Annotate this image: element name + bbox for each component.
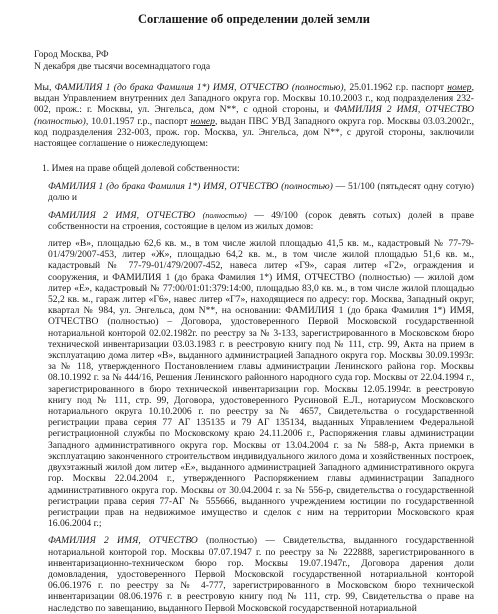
intro-text: , выдан Управлением внутренних дел Западного округа гор. Москвы 10.10.2003 г., код подразделения 232-002, прож.: г. Москвы, ул. Энгельса, дом N**, с одной стороны, и (34, 82, 474, 116)
share-2-owner: ФАМИЛИЯ 2 ИМЯ, ОТЧЕСТВО (48, 209, 196, 221)
intro-text: , 10.01.1957 г.р., паспорт (85, 115, 191, 127)
share-2-basis-owner: ФАМИЛИЯ 2 ИМЯ, ОТЧЕСТВО (48, 535, 198, 547)
passport-number-2: номер (190, 115, 215, 127)
intro-text: , выдан ПВС УВД Западного округа гор. Москвы 03.03.2002г., код подразделения 232-003, прож. гор. Москва, ул. Энгельса, дом N**, с другой стороны, заключили настоящее соглашение о нижеследующем: (34, 115, 474, 150)
share-1 (48, 181, 474, 203)
share-1-owner: ФАМИЛИЯ 1 (до брака Фамилия 1*) ИМЯ, ОТЧЕСТВО (полностью) (48, 181, 333, 193)
party1-name: ФАМИЛИЯ 1 (до брака Фамилия 1*) ИМЯ, ОТЧЕСТВО (полностью) (54, 82, 344, 93)
section-1-heading: 1. Имея на праве общей долевой собственности: (42, 163, 240, 175)
share-2-basis-text: (полностью) — Свидетельства, выданного государственной нотариальной конторой гор. Москвы 07.07.1947 г. по реестру за № 222888, зарегистрированного в инвентаризационно-техническом бюро гор. Москвы 19.07.1947г., Договора дарения доли домовладения, удостоверенного Первой Московской государственной нотариальной конторой 06.06.1976 г. по реестру за № 4-777, зарегистрированного в Московском бюро технической инвентаризации 08.06.1976 г. в реестровую книгу под № 111, стр. 99, Свидетельства о праве на наследство по завещанию, выданного Первой Московской государственной нотариальной (48, 535, 475, 614)
share-2-text: — 49/100 (сорок девять сотых) долей в праве собственности на строения, состоящие в целом из жилых домов: (48, 209, 474, 232)
passport-number-1: номер (447, 82, 472, 93)
share-2-basis (48, 535, 474, 613)
document-title: Соглашение об определении долей земли (138, 12, 370, 26)
share-2 (48, 210, 474, 232)
date-line: N декабря две тысячи восемнадцатого года (34, 61, 211, 72)
party2-name: ФАМИЛИЯ 2 ИМЯ, ОТЧЕСТВО (полностью) (34, 104, 475, 127)
intro-paragraph (34, 82, 474, 149)
share-1-text: — 51/100 (пятьдесят одну сотую) долю и (48, 181, 474, 204)
property-description: литер «В», площадью 62,6 кв. м., в том числе жилой площадью 41,5 кв. м., кадастровый № 77-79-01/479/2007-453, литер «Ж», площадью 64,2 кв. м., в том числе жилой площадью 51,6 кв. м., кадастровый № 77-79-01/479/2007-452, навеса литер «Г9», сарая литер «Г2», ограждения и сооружения, и ФАМИЛИЯ 1 (до брака Фамилия 1*) ИМЯ, ОТЧЕСТВО (полностью) — жилой дом литер «Е», кадастровый № 77:00/01:01:379:14:00, площадью 83,0 кв. м., в том числе жилой площадью 52,2 кв. м., гараж литер «Г6», навес литер «Г7», находящиеся по адресу: гор. Москва, Западный округ, квартал № 984, ул. Энгельса, дом N**, на основании: ФАМИЛИЯ 1 (до брака Фамилия 1*) ИМЯ, ОТЧЕСТВО (полностью) – Договора, удостоверенного Первой Московской государственной нотариальной конторой 02.02.1982г. по реестру за № 3-133, зарегистрированного в Московском бюро технической инвентаризации 03.03.1983 г. в реестровую книгу под № 111, стр. 99, Акта на прием в эксплуатацию дома литер «В», выданного администрацией Западного округа гор. Москвы 30.09.1993г. за № 118, утвержденного Постановлением главы администрации Ленинского района гор. Москвы 08.10.1992 г. за № 444/16, Решения Ленинского районного народного суда гор. Москвы от 22.04.1994 г., зарегистрированного в бюро технической инвентаризации гор. Москвы 12.05.1994г. в реестровую книгу под № 111, стр. 99, Договора, удостоверенного Русиновой Е.Л., нотариусом Московского нотариального округа 10.10.2006 г. по реестру за № 4657, Свидетельства о государственной регистрации права серия 77 АГ 135135 и 79 АГ 135134, выданных Управлением Федеральной регистрационной службы по Московскому краю 24.11.2006 г., Распоряжения главы администрации Западного административного округа гор. Москвы от 13.04.2004 г. за № 588-р, Акта приемки в эксплуатацию законченного строительством индивидуального жилого дома и хозяйственных построек, двухэтажный жилой дом литер «Е», выданного администрацией Западного административного округа гор. Москвы 22.04.2004 г., утвержденного Распоряжением главы администрации Западного административного округа гор. Москвы от 30.04.2004 г. за № 556-р, свидетельства о государственной регистрации права серия 77-АГ № 555666, выданного учреждением юстиции по государственной регистрации прав на недвижимое имущество и сделок с ним на территории Московского края 16.06.2004 г.; (48, 238, 474, 530)
intro-text: Мы, (34, 82, 55, 93)
share-2-owner-note: (полностью) (202, 210, 247, 220)
city-line: Город Москва, РФ (34, 49, 109, 60)
intro-text: , 25.01.1962 г.р. паспорт (343, 82, 448, 93)
